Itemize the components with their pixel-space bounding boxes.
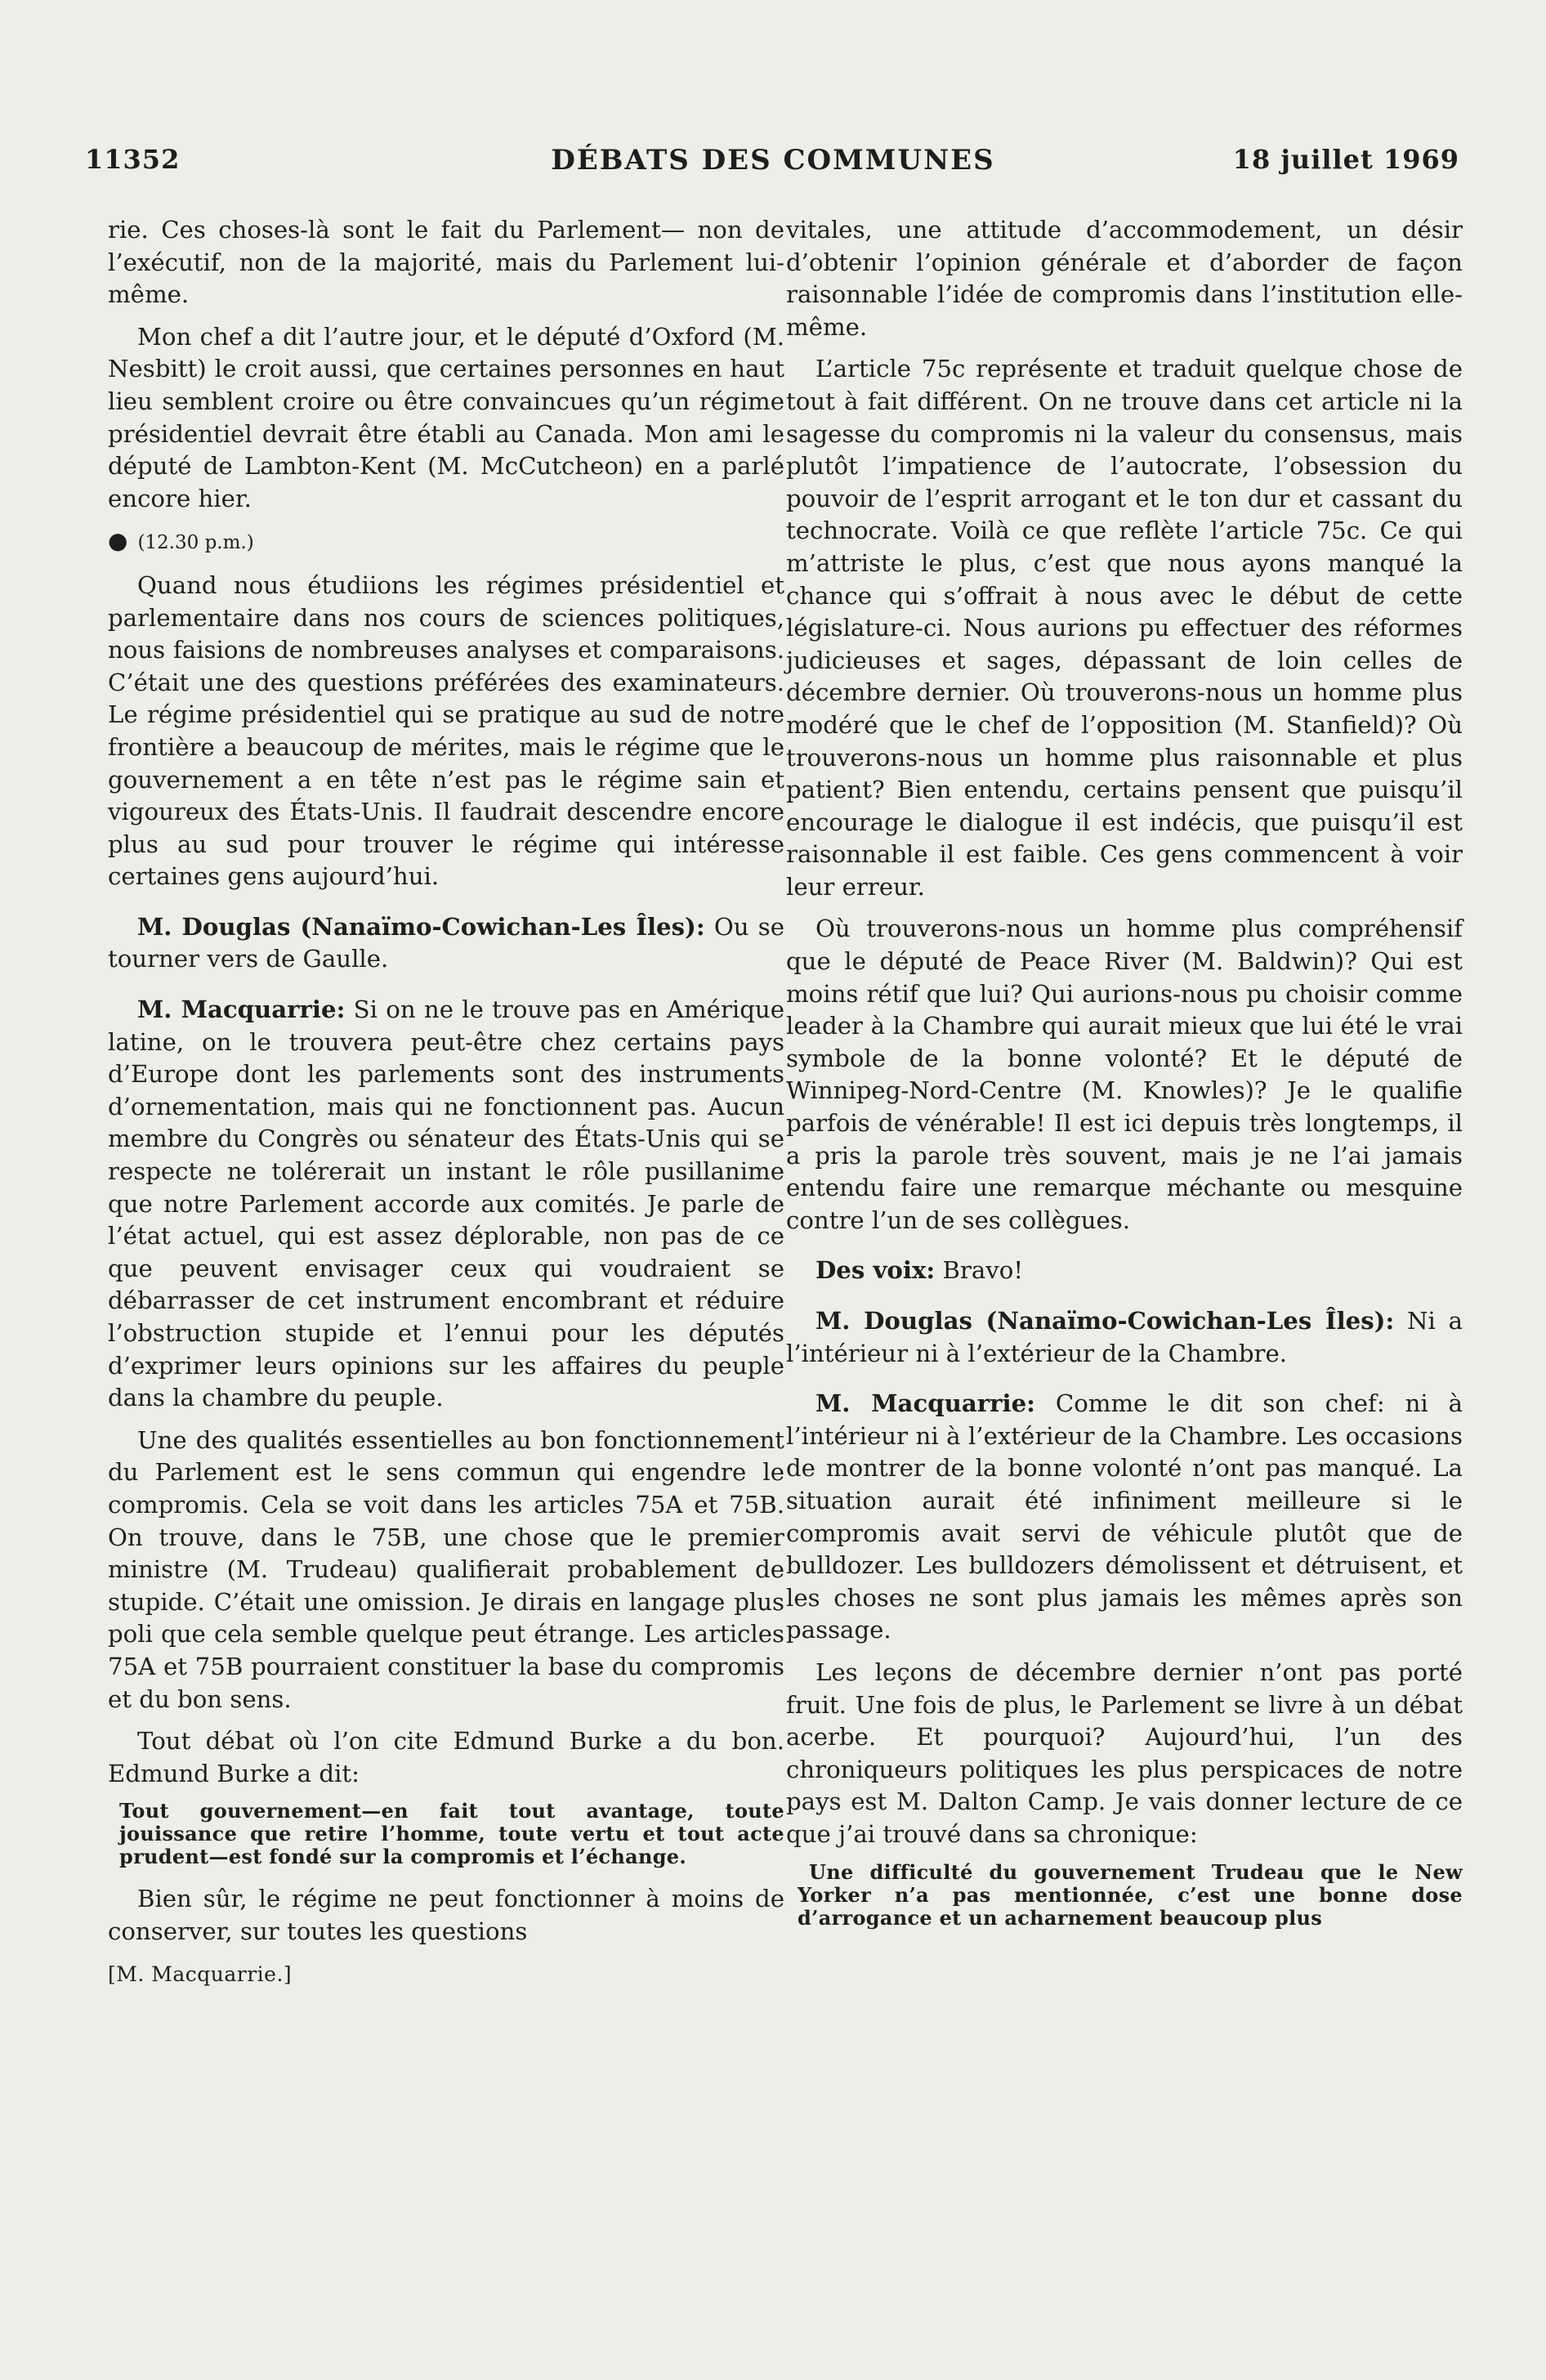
paragraph: vitales, une attitude d’accommodement, un désir d’obtenir l’opinion générale et d’aborder de façon raisonnable l’idée de compromis dans l’institution elle-même.	[786, 216, 1463, 341]
speech-text: Comme le dit son chef: ni à l’intérieur ni à l’extérieur de la Chambre. Les occasions de montrer de la bonne volonté n’ont pas manqué. La situation aurait été infiniment meilleure si le compromis avait servi de véhicule plutôt que de bulldozer. Les bulldozers démolissent et détruisent, et les choses ne sont plus jamais les mêmes après son passage.	[786, 1389, 1463, 1644]
speech-text: Si on ne le trouve pas en Amérique latine, on le trouvera peut-être chez certains pays d’Europe dont les parlements sont des instruments d’ornementation, mais qui ne fonctionnent pas. Aucun membre du Congrès ou sénateur des États-Unis qui se respecte ne tolérerait un instant le rôle pusillanime que notre Parlement accorde aux comités. Je parle de l’état actuel, qui est assez déplorable, non pas de ce que peuvent envisager ceux qui voudraient se débarrasser de cet instrument encombrant et réduire l’obstruction stupide et l’ennui pour les députés d’exprimer leurs opinions sur les affaires du peuple dans la chambre du peuple.	[108, 995, 784, 1412]
paragraph: L’article 75c représente et traduit quelque chose de tout à fait différent. On ne trouve dans cet article ni la sagesse du compromis ni la valeur du consensus, mais plutôt l’impatience de l’autocrate, l’obsession du pouvoir de l’esprit arrogant et le ton dur et cassant du technocrate. Voilà ce que reflète l’article 75c. Ce qui m’attriste le plus, c’est que nous ayons manqué la chance qui s’offrait à nous avec le début de cette législature-ci. Nous aurions pu effectuer des réformes judicieuses et sages, dépassant de loin celles de décembre dernier. Où trouverons-nous un homme plus modéré que le chef de l’opposition (M. Stanfield)? Où trouverons-nous un homme plus raisonnable et plus patient? Bien entendu, certains pensent que puisqu’il encourage le dialogue il est indécis, que puisqu’il est raisonnable il est faible. Ces gens commencent à voir leur erreur.	[786, 355, 1463, 901]
speech	[108, 994, 784, 1415]
speaker-name: Des voix:	[815, 1256, 936, 1285]
right-column	[786, 214, 1463, 1944]
paragraph: Où trouverons-nous un homme plus compréhensif que le député de Peace River (M. Baldwin)? Qui est moins rétif que lui? Qui aurions-nous pu choisir comme leader à la Chambre qui aurait mieux que lui été le vrai symbole de la bonne volonté? Et le député de Winnipeg-Nord-Centre (M. Knowles)? Je le qualifie parfois de vénérable! Il est ici depuis très longtemps, il a pris la parole très souvent, mais je ne l’ai jamais entendu faire une remarque méchante ou mesquine contre l’un de ses collègues.	[786, 915, 1463, 1234]
page-date: 18 juillet 1969	[1232, 144, 1459, 175]
block-quote: Une difficulté du gouvernement Trudeau que le New Yorker n’a pas mentionnée, c’est une bonne dose d’arrogance et un acharnement beaucoup plus	[798, 1859, 1463, 1930]
speech-text: Ni a l’intérieur ni à l’extérieur de la Chambre.	[786, 1307, 1463, 1367]
paragraph: Une des qualités essentielles au bon fonctionnement du Parlement est le sens commun qui engendre le compromis. Cela se voit dans les articles 75A et 75B. On trouve, dans le 75B, une chose que le premier ministre (M. Trudeau) qualifierait probablement de stupide. C’était une omission. Je dirais en langage plus poli que cela semble quelque peut étrange. Les articles 75A et 75B pourraient constituer la base du compromis et du bon sens.	[108, 1425, 784, 1713]
speaker-name: M. Macquarrie:	[815, 1389, 1035, 1418]
bullet-icon: ●	[108, 527, 128, 555]
speech	[786, 1388, 1463, 1647]
speech	[786, 1255, 1463, 1287]
speaker-name: M. Douglas (Nanaïmo-Cowichan-Les Îles):	[815, 1307, 1395, 1335]
speech	[786, 1305, 1463, 1370]
paragraph: Bien sûr, le régime ne peut fonctionner à moins de conserver, sur toutes les questions	[108, 1885, 784, 1945]
paragraph: Quand nous étudiions les régimes présidentiel et parlementaire dans nos cours de sciences politiques, nous faisions de nombreuses analyses et comparaisons. C’était une des questions préférées des examinateurs. Le régime présidentiel qui se pratique au sud de notre frontière a beaucoup de mérites, mais le régime que le gouvernement a en tête n’est pas le régime sain et vigoureux des États-Unis. Il faudrait descendre encore plus au sud pour trouver le régime qui intéresse certaines gens aujourd’hui.	[108, 570, 784, 891]
speaker-name: M. Macquarrie:	[137, 995, 346, 1024]
speech-text: Ou se tourner vers de Gaulle.	[108, 912, 784, 973]
left-column	[108, 214, 784, 1990]
paragraph: Mon chef a dit l’autre jour, et le député d’Oxford (M. Nesbitt) le croit aussi, que certaines personnes en haut lieu semblent croire ou être convaincues qu’un régime présidentiel devrait être établi au Canada. Mon ami le député de Lambton-Kent (M. McCutcheon) en a parlé encore hier.	[108, 322, 784, 512]
paragraph: Les leçons de décembre dernier n’ont pas porté fruit. Une fois de plus, le Parlement se livre à un débat acerbe. Et pourquoi? Aujourd’hui, l’un des chroniqueurs politiques les plus perspicaces de notre pays est M. Dalton Camp. Je vais donner lecture de ce que j’ai trouvé dans sa chronique:	[786, 1658, 1463, 1848]
time-text: (12.30 p.m.)	[137, 532, 254, 554]
block-quote: Tout gouvernement—en fait tout avantage, toute jouissance que retire l’homme, toute vertu et tout acte prudent—est fondé sur la compromis et l’échange.	[119, 1799, 784, 1869]
paragraph: Tout débat où l’on cite Edmund Burke a du bon. Edmund Burke a dit:	[108, 1727, 784, 1787]
speech-text: Bravo!	[942, 1256, 1024, 1285]
paragraph: rie. Ces choses-là sont le fait du Parlement— non de l’exécutif, non de la majorité, mais du Parlement lui-même.	[108, 216, 784, 309]
speaker-attribution: [M. Macquarrie.]	[108, 1962, 293, 1986]
page-title: DÉBATS DES COMMUNES	[551, 144, 995, 177]
speaker-name: M. Douglas (Nanaïmo-Cowichan-Les Îles):	[137, 912, 705, 941]
page-number: 11352	[85, 144, 181, 175]
time-marker	[108, 525, 784, 560]
speech	[108, 911, 784, 976]
